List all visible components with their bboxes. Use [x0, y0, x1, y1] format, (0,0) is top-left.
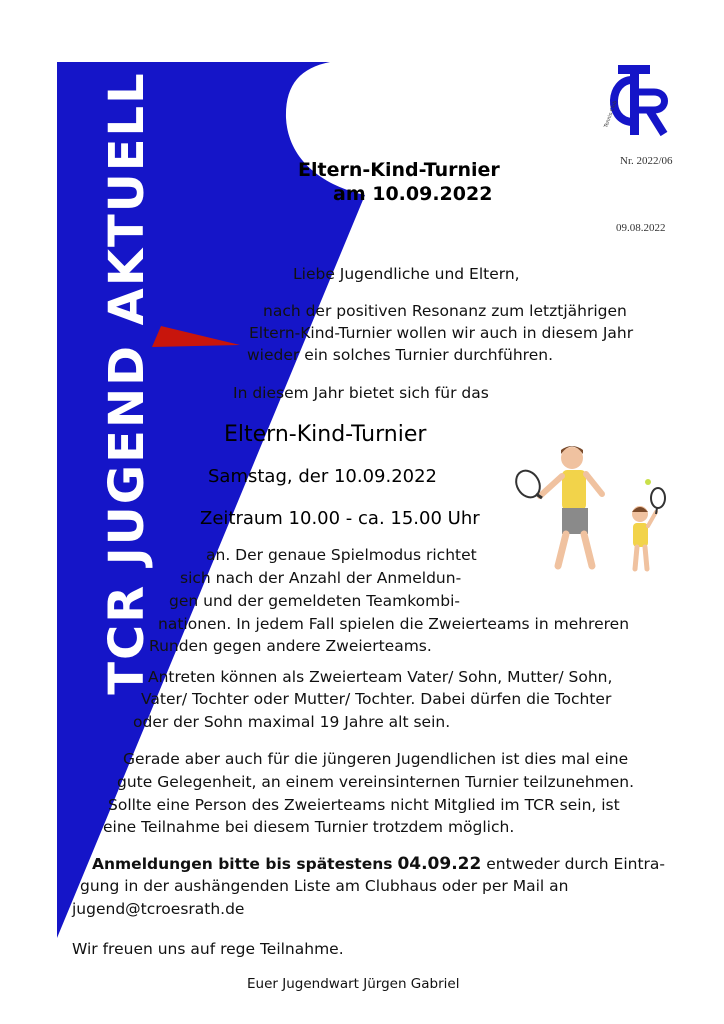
- mode-line-2: sich nach der Anzahl der Anmeldun-: [180, 569, 462, 587]
- headline-line-2: am 10.09.2022: [333, 183, 493, 205]
- mode-line-4: nationen. In jedem Fall spielen die Zweierteams in mehreren: [158, 615, 630, 633]
- tcr-logo: [602, 62, 674, 142]
- intro-line-2: Eltern-Kind-Turnier wollen wir auch in diesem Jahr: [249, 324, 634, 342]
- intro-line-3: wieder ein solches Turnier durchführen.: [247, 346, 554, 364]
- mode-line-1: an. Der genaue Spielmodus richtet: [206, 546, 477, 564]
- opportunity-line-1: Gerade aber auch für die jüngeren Jugendlichen ist dies mal eine: [123, 750, 629, 768]
- eligibility-line-3: oder der Sohn maximal 19 Jahre alt sein.: [133, 713, 451, 731]
- opportunity-line-3: Sollte eine Person des Zweierteams nicht Mitglied im TCR sein, ist: [108, 796, 620, 814]
- parent-player: [511, 446, 602, 566]
- signature: Euer Jugendwart Jürgen Gabriel: [247, 976, 460, 992]
- greeting: Liebe Jugendliche und Eltern,: [293, 265, 520, 283]
- closing-line: Wir freuen uns auf rege Teilnahme.: [72, 940, 344, 958]
- registration-email[interactable]: jugend@tcroesrath.de: [72, 900, 245, 918]
- child-player: [632, 488, 665, 569]
- registration-rest: entweder durch Eintra-: [486, 855, 666, 873]
- eligibility-line-1: Antreten können als Zweierteam Vater/ Sohn, Mutter/ Sohn,: [148, 668, 613, 686]
- registration-line-1: [92, 854, 665, 874]
- side-banner-title: TCR JUGEND AKTUELL: [99, 71, 155, 695]
- issue-date: 09.08.2022: [616, 222, 666, 234]
- opportunity-line-4: eine Teilnahme bei diesem Turnier trotzdem möglich.: [103, 818, 515, 836]
- registration-deadline: 04.09.22: [397, 854, 482, 874]
- tennis-illustration: [500, 434, 680, 584]
- opportunity-line-2: gute Gelegenheit, an einem vereinsinternen Turnier teilzunehmen.: [117, 773, 635, 791]
- event-day: Samstag, der 10.09.2022: [208, 466, 438, 487]
- headline-line-1: Eltern-Kind-Turnier: [298, 159, 500, 181]
- event-name: Eltern-Kind-Turnier: [224, 422, 427, 447]
- event-time: Zeitraum 10.00 - ca. 15.00 Uhr: [200, 508, 480, 529]
- registration-bold: Anmeldungen bitte bis spätestens: [92, 855, 393, 873]
- registration-line-2: gung in der aushängenden Liste am Clubhaus oder per Mail an: [80, 877, 569, 895]
- issue-number: Nr. 2022/06: [620, 155, 673, 167]
- mode-line-5: Runden gegen andere Zweierteams.: [149, 637, 432, 655]
- eligibility-line-2: Vater/ Tochter oder Mutter/ Tochter. Dabei dürfen die Tochter: [141, 690, 612, 708]
- mode-line-3: gen und der gemeldeten Teamkombi-: [169, 592, 460, 610]
- intro-line-1: nach der positiven Resonanz zum letztjährigen: [263, 302, 627, 320]
- svg-text:Tennis·Club: Tennis·Club: [603, 99, 619, 129]
- lead-in: In diesem Jahr bietet sich für das: [233, 384, 489, 402]
